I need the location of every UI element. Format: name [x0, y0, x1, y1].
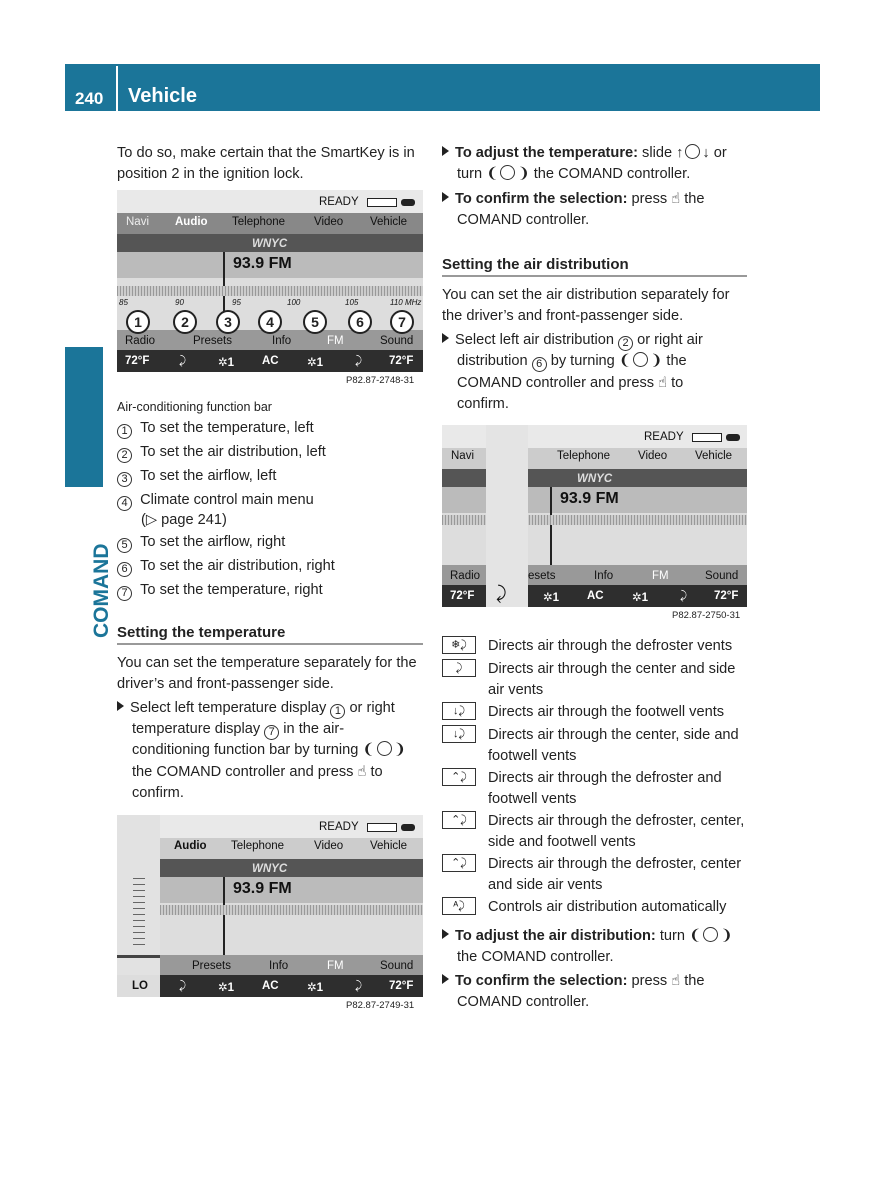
temp-left-lo[interactable]: LO — [132, 980, 148, 992]
section-heading-air-distribution: Setting the air distribution — [442, 256, 629, 273]
callout-3: 3 — [216, 310, 240, 334]
airdist-selector-column[interactable] — [486, 425, 528, 607]
menu-radio[interactable]: Radio — [125, 335, 156, 347]
ac-button[interactable]: AC — [262, 355, 279, 367]
figure-code: P82.87-2748-31 — [346, 375, 415, 386]
section-heading-temperature: Setting the temperature — [117, 624, 286, 641]
airflow-left-icon[interactable]: ✲1 — [218, 982, 235, 994]
temp-left[interactable]: 72°F — [450, 590, 475, 602]
legend-5: 5 To set the airflow, right — [117, 532, 285, 553]
footwell-icon: ↓⤸ — [442, 702, 476, 720]
screen-ac-bar: READY Navi Audio Telephone Video Vehicle WNYC 93.9 FM 85 90 95 100 105 110 MHz Radio Presets Info FM Sound 72°F ⤸ ✲1 AC ✲1 ⤸ 72°F 1 2 3 4 5 6 7 — [117, 190, 423, 372]
legend-4-ref[interactable]: (▷ page 241) — [141, 512, 227, 528]
confirm-step: To confirm the selection: press ☝ the — [442, 189, 705, 210]
air-step: Select left air distribution 2 or right air — [442, 330, 703, 351]
confirm-step-2: To confirm the selection: press ☝ the — [442, 971, 705, 992]
callout-4: 4 — [258, 310, 282, 334]
tab-video[interactable]: Video — [314, 216, 344, 228]
center-side-vents-icon: ⤸ — [442, 659, 476, 677]
airflow-left-icon[interactable]: ✲1 — [218, 357, 235, 369]
menu-sound[interactable]: Sound — [705, 570, 739, 582]
temp-right[interactable]: 72°F — [389, 980, 414, 992]
temp-intro: You can set the temperature separately for the driver’s and front-passenger side. — [117, 655, 417, 692]
callout-6: 6 — [348, 310, 372, 334]
figure-caption: Air-conditioning function bar — [117, 400, 272, 414]
airdist-right-icon[interactable]: ⤸ — [355, 355, 362, 367]
callout-1: 1 — [126, 310, 150, 334]
figure-code-3: P82.87-2750-31 — [672, 610, 741, 621]
tab-navi[interactable]: Navi — [126, 216, 150, 228]
legend-6: 6 To set the air distribution, right — [117, 556, 335, 577]
header-divider — [116, 66, 118, 111]
menu-info[interactable]: Info — [594, 570, 614, 582]
legend-3: 3 To set the airflow, left — [117, 466, 276, 487]
tab-telephone[interactable]: Telephone — [557, 450, 611, 462]
airdist-selected-icon[interactable]: ⤸ — [496, 583, 507, 603]
legend-7: 7 To set the temperature, right — [117, 580, 323, 601]
page-title: Vehicle — [128, 85, 197, 107]
menu-presets[interactable]: Presets — [192, 960, 231, 972]
chapter-label: COMAND — [90, 543, 113, 638]
airflow-right-icon[interactable]: ✲1 — [632, 592, 649, 604]
airflow-left-icon[interactable]: ✲1 — [543, 592, 560, 604]
menu-info[interactable]: Info — [269, 960, 289, 972]
temp-right[interactable]: 72°F — [389, 355, 414, 367]
defrost-icon: ❄⤸ — [442, 636, 476, 654]
chapter-tab — [65, 347, 103, 487]
frequency: 93.9 FM — [233, 255, 292, 272]
adjust-air-step: To adjust the air distribution: turn ❨ ❩ — [442, 926, 752, 947]
intro-text: To do so, make certain that the SmartKey is in position 2 in the ignition lock. — [117, 145, 415, 182]
screen-temperature: READY Audio Telephone Video Vehicle WNYC 93.9 FM Presets Info FM Sound LO ⤸ ✲1 AC ✲1 ⤸ 72°F — [117, 815, 423, 997]
tab-video[interactable]: Video — [638, 450, 668, 462]
page-number: 240 — [75, 89, 104, 108]
tab-navi[interactable]: Navi — [451, 450, 475, 462]
menu-presets[interactable]: Presets — [193, 335, 232, 347]
tab-telephone[interactable]: Telephone — [231, 840, 285, 852]
menu-presets[interactable]: esets — [528, 570, 556, 582]
defrost-footwell-icon: ⌃⤸ — [442, 768, 476, 786]
menu-radio[interactable]: Radio — [450, 570, 481, 582]
temp-step: Select left temperature display 1 or right — [117, 698, 427, 719]
ac-button[interactable]: AC — [587, 590, 604, 602]
callout-7: 7 — [390, 310, 414, 334]
air-intro: You can set the air distribution separately for the driver’s and front-passenger side. — [442, 287, 730, 324]
controller-turn-icon: ❨ ❩ — [362, 742, 406, 758]
tab-telephone[interactable]: Telephone — [232, 216, 286, 228]
legend-4: 4 Climate control main menu — [117, 490, 314, 511]
menu-fm[interactable]: FM — [327, 960, 344, 972]
menu-sound[interactable]: Sound — [380, 960, 414, 972]
center-side-footwell-icon: ↓⤸ — [442, 725, 476, 743]
controller-press-icon: ☝ — [671, 191, 681, 207]
tab-audio[interactable]: Audio — [175, 216, 208, 228]
menu-fm[interactable]: FM — [652, 570, 669, 582]
airflow-right-icon[interactable]: ✲1 — [307, 982, 324, 994]
controller-turn-icon: ❨ ❩ — [486, 166, 530, 182]
tab-vehicle[interactable]: Vehicle — [370, 216, 408, 228]
airflow-right-icon[interactable]: ✲1 — [307, 357, 324, 369]
controller-press-icon: ☝ — [357, 764, 367, 780]
menu-fm[interactable]: FM — [327, 335, 344, 347]
tab-vehicle[interactable]: Vehicle — [695, 450, 733, 462]
page-header — [65, 64, 820, 111]
tab-audio[interactable]: Audio — [174, 840, 207, 852]
figure-code-2: P82.87-2749-31 — [346, 1000, 415, 1011]
tab-video[interactable]: Video — [314, 840, 344, 852]
heading-rule — [442, 275, 747, 277]
airdist-right-icon[interactable]: ⤸ — [355, 980, 362, 992]
menu-sound[interactable]: Sound — [380, 335, 414, 347]
airdist-right-icon[interactable]: ⤸ — [680, 590, 687, 602]
legend-2: 2 To set the air distribution, left — [117, 442, 326, 463]
callout-2: 2 — [173, 310, 197, 334]
legend-1: 1 To set the temperature, left — [117, 418, 314, 439]
defrost-center-side-footwell-icon: ⌃⤸ — [442, 811, 476, 829]
callout-5: 5 — [303, 310, 327, 334]
menu-info[interactable]: Info — [272, 335, 292, 347]
controller-slide-icon: ↑ ↓ — [676, 145, 710, 161]
airdist-left-icon[interactable]: ⤸ — [179, 980, 186, 992]
temp-right[interactable]: 72°F — [714, 590, 739, 602]
heading-rule — [117, 643, 423, 645]
ac-button[interactable]: AC — [262, 980, 279, 992]
adjust-temp-step: To adjust the temperature: slide ↑ ↓ or — [442, 143, 752, 164]
defrost-center-side-icon: ⌃⤸ — [442, 854, 476, 872]
auto-distribution-icon: ᴬ⤸ — [442, 897, 476, 915]
airdist-left-icon[interactable]: ⤸ — [179, 355, 186, 367]
temp-left[interactable]: 72°F — [125, 355, 150, 367]
tab-vehicle[interactable]: Vehicle — [370, 840, 408, 852]
screen-air-distribution: READY Navi Telephone Video Vehicle WNYC 93.9 FM Radio esets Info FM Sound 72°F ✲1 AC ✲1 ⤸ 72°F ⤸ — [442, 425, 747, 607]
